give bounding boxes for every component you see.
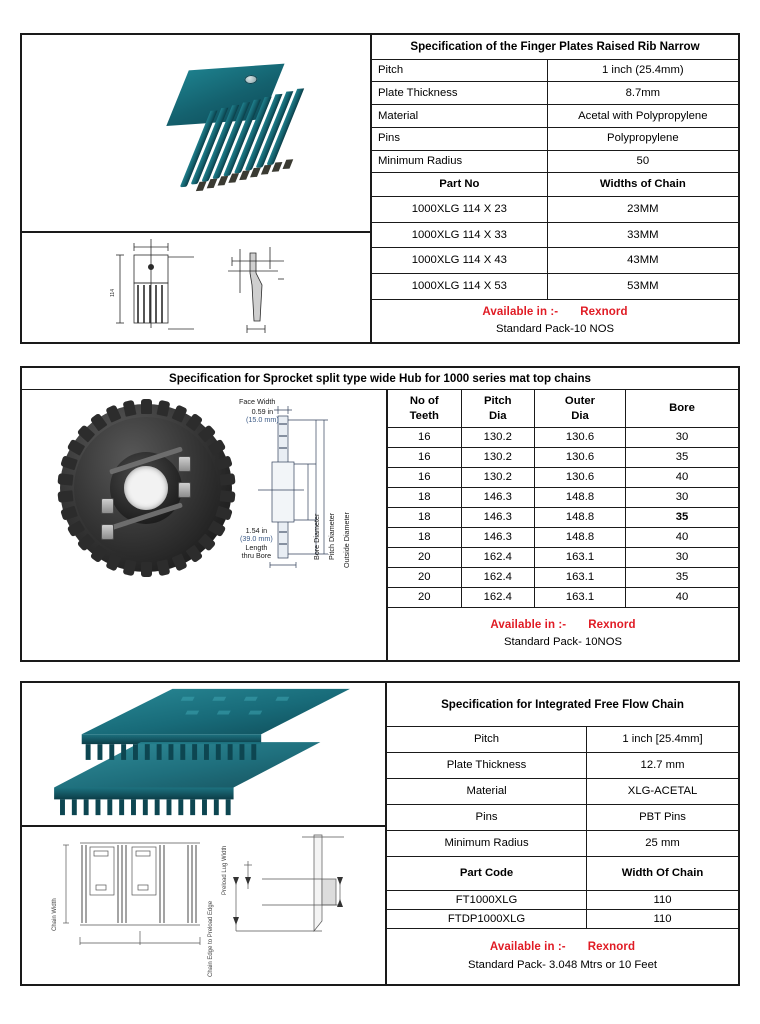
spec-value-material: XLG-ACETAL xyxy=(627,785,698,797)
table-row xyxy=(387,891,738,910)
cell-teeth: 18 xyxy=(388,528,462,547)
cell-bore: 30 xyxy=(675,491,689,503)
table-row xyxy=(372,274,738,300)
length-label-line2: thru Bore xyxy=(241,551,272,561)
sprocket-bolt xyxy=(101,524,114,540)
sprocket-bolt xyxy=(178,482,191,498)
spec-label-minimum-radius: Minimum Radius xyxy=(372,151,548,173)
cell-teeth: 18 xyxy=(388,508,462,527)
finger-plate-spec-column xyxy=(372,35,738,342)
callout-length-thru-bore xyxy=(240,527,273,561)
free-flow-chain-spec-block xyxy=(20,681,740,986)
part-code-value: FTDP1000XLG xyxy=(387,910,587,928)
spec-label-material: Material xyxy=(387,779,587,804)
free-flow-chain-photo-cell xyxy=(22,683,385,827)
length-label-line1: Length xyxy=(245,542,268,552)
table-row xyxy=(388,508,738,528)
free-flow-chain-image-column xyxy=(22,683,387,984)
cell-teeth: 20 xyxy=(388,568,462,587)
sprocket-image-cell xyxy=(22,390,388,660)
chain-width-value: 110 xyxy=(653,912,672,925)
brand-name: Rexnord xyxy=(588,618,636,631)
part-no-value: 1000XLG 114 X 33 xyxy=(372,223,548,248)
table3-title: Specification for Integrated Free Flow Chain xyxy=(441,697,684,711)
cell-teeth: 20 xyxy=(388,588,462,607)
sprocket-spec-block xyxy=(20,366,740,662)
cell-pitch-dia: 162.4 xyxy=(462,548,536,567)
spec-label-plate-thickness: Plate Thickness xyxy=(387,753,587,778)
cell-bore: 40 xyxy=(675,591,689,603)
free-flow-chain-dimension-drawings xyxy=(22,827,385,984)
availability-line xyxy=(482,306,627,319)
part-no-value: 1000XLG 114 X 53 xyxy=(372,274,548,299)
widths-of-chain-header: Widths of Chain xyxy=(599,178,686,191)
spec-value-pitch: 1 inch [25.4mm] xyxy=(622,733,703,745)
cell-bore: 35 xyxy=(675,451,689,463)
cell-pitch-dia: 146.3 xyxy=(462,488,536,507)
spec-label-pins: Pins xyxy=(372,128,548,150)
table-row xyxy=(388,468,738,488)
available-label: Available in :- xyxy=(489,941,566,954)
chain-width-value: 43MM xyxy=(627,254,659,267)
finger-plate-drawing-cell xyxy=(22,233,370,342)
chain-width-value: 23MM xyxy=(627,202,659,215)
standard-pack-note: Standard Pack- 3.048 Mtrs or 10 Feet xyxy=(467,958,657,971)
length-inch: 1.54 in xyxy=(245,526,268,535)
free-flow-chain-photo xyxy=(22,683,385,825)
callout-face-width xyxy=(239,398,275,406)
cell-outer-dia: 148.8 xyxy=(535,488,626,507)
cell-teeth: 20 xyxy=(388,548,462,567)
spec-label-minimum-radius: Minimum Radius xyxy=(387,831,587,856)
cell-outer-dia: 130.6 xyxy=(535,428,626,447)
col-header-outer-dia: Outer Dia xyxy=(535,390,626,427)
available-label: Available in :- xyxy=(482,305,559,318)
standard-pack-note: Standard Pack- 10NOS xyxy=(503,636,623,649)
table2-title: Specification for Sprocket split type wide Hub for 1000 series mat top chains xyxy=(169,371,591,385)
spec-label-plate-thickness: Plate Thickness xyxy=(372,82,548,104)
cell-teeth: 16 xyxy=(388,428,462,447)
chain-width-value: 110 xyxy=(653,893,672,906)
spec-value-material: Acetal with Polypropylene xyxy=(578,109,708,122)
table-row xyxy=(388,588,738,608)
free-flow-chain-spec-column xyxy=(387,683,738,984)
cell-teeth: 18 xyxy=(388,488,462,507)
spec-value-pitch: 1 inch (25.4mm) xyxy=(602,64,684,77)
chain-width-value: 33MM xyxy=(627,228,659,241)
cell-pitch-dia: 130.2 xyxy=(462,428,536,447)
table-row xyxy=(372,223,738,249)
spec-label-material: Material xyxy=(372,105,548,127)
availability-line xyxy=(490,941,635,954)
cell-pitch-dia: 130.2 xyxy=(462,448,536,467)
spec-value-pins: PBT Pins xyxy=(639,811,686,823)
finger-plate-dimension-drawing xyxy=(22,233,370,342)
table2-availability-footer xyxy=(388,608,738,660)
sprocket-bolt xyxy=(101,498,114,514)
table-row xyxy=(388,568,738,588)
sprocket-data-column xyxy=(388,390,738,660)
cell-bore: 40 xyxy=(675,531,689,543)
cell-outer-dia: 163.1 xyxy=(535,588,626,607)
part-no-value: 1000XLG 114 X 23 xyxy=(372,197,548,222)
table3-availability-footer xyxy=(387,929,738,984)
spec-value-plate-thickness: 8.7mm xyxy=(625,86,661,99)
finger-plate-photo xyxy=(102,62,291,204)
brand-name: Rexnord xyxy=(587,941,636,954)
cell-pitch-dia: 146.3 xyxy=(462,528,536,547)
callout-outside-diameter: Outside Diameter xyxy=(342,512,351,568)
col-header-no-of-teeth: No of Teeth xyxy=(388,390,462,427)
table-row xyxy=(388,548,738,568)
cell-pitch-dia: 162.4 xyxy=(462,588,536,607)
table-row xyxy=(388,528,738,548)
cell-bore: 30 xyxy=(675,551,689,563)
standard-pack-note: Standard Pack-10 NOS xyxy=(495,322,615,335)
face-width-label: Face Width xyxy=(239,397,276,406)
cell-teeth: 16 xyxy=(388,448,462,467)
cell-outer-dia: 148.8 xyxy=(535,508,626,527)
label-chain-width: Chain Width xyxy=(52,898,58,931)
table1-availability-footer xyxy=(372,300,738,342)
part-code-header: Part Code xyxy=(387,857,587,890)
available-label: Available in :- xyxy=(490,618,567,631)
spec-label-pitch: Pitch xyxy=(372,60,548,82)
brand-name: Rexnord xyxy=(580,305,628,318)
sprocket-photo xyxy=(22,390,386,660)
callout-pitch-diameter: Pitch Diameter xyxy=(327,512,336,560)
cell-outer-dia: 130.6 xyxy=(535,468,626,487)
cell-bore: 30 xyxy=(675,431,689,443)
spec-value-pins: Polypropylene xyxy=(607,132,679,145)
cell-outer-dia: 130.6 xyxy=(535,448,626,467)
availability-line xyxy=(490,619,635,632)
spec-value-minimum-radius: 25 mm xyxy=(645,837,680,849)
face-width-inch: 0.59 in xyxy=(251,407,274,416)
chain-width-value: 53MM xyxy=(627,279,659,292)
sprocket-bore xyxy=(124,466,168,510)
table-row xyxy=(372,248,738,274)
callout-bore-diameter: Bore Diameter xyxy=(312,513,321,560)
spec-label-pins: Pins xyxy=(387,805,587,830)
label-preload-lug-width: Preload Lug Width xyxy=(222,845,228,895)
finger-plate-spec-block xyxy=(20,33,740,344)
finger-plate-image-column xyxy=(22,35,372,342)
width-of-chain-header: Width Of Chain xyxy=(621,867,704,879)
callout-face-width-value xyxy=(246,408,279,425)
finger-plate-photo-cell xyxy=(22,35,370,233)
free-flow-chain-drawing-cell xyxy=(22,827,385,984)
cell-bore: 35 xyxy=(675,571,689,583)
face-width-mm: (15.0 mm) xyxy=(246,415,279,425)
col-header-bore: Bore xyxy=(669,402,695,414)
label-chain-edge-to-preload-edge: Chain Edge to Preload Edge xyxy=(208,900,214,977)
cell-pitch-dia: 162.4 xyxy=(462,568,536,587)
table-row xyxy=(387,910,738,929)
cell-bore: 35 xyxy=(675,511,689,523)
cell-bore: 40 xyxy=(675,471,689,483)
part-no-header: Part No xyxy=(372,173,548,196)
cell-pitch-dia: 146.3 xyxy=(462,508,536,527)
sprocket-bolt xyxy=(178,456,191,472)
spec-value-minimum-radius: 50 xyxy=(636,154,650,167)
table1-title: Specification of the Finger Plates Raised Rib Narrow xyxy=(410,40,700,54)
table-row xyxy=(388,428,738,448)
cell-outer-dia: 148.8 xyxy=(535,528,626,547)
spec-label-pitch: Pitch xyxy=(387,727,587,752)
cell-outer-dia: 163.1 xyxy=(535,568,626,587)
table-row xyxy=(388,448,738,468)
cell-pitch-dia: 130.2 xyxy=(462,468,536,487)
cell-teeth: 16 xyxy=(388,468,462,487)
table-row xyxy=(388,488,738,508)
table-row xyxy=(372,197,738,223)
part-code-value: FT1000XLG xyxy=(387,891,587,909)
length-mm: (39.0 mm) xyxy=(240,534,273,544)
cell-outer-dia: 163.1 xyxy=(535,548,626,567)
svg-text:114: 114 xyxy=(110,289,116,297)
part-no-value: 1000XLG 114 X 43 xyxy=(372,248,548,273)
col-header-pitch-dia: Pitch Dia xyxy=(462,390,536,427)
spec-value-plate-thickness: 12.7 mm xyxy=(640,759,685,771)
